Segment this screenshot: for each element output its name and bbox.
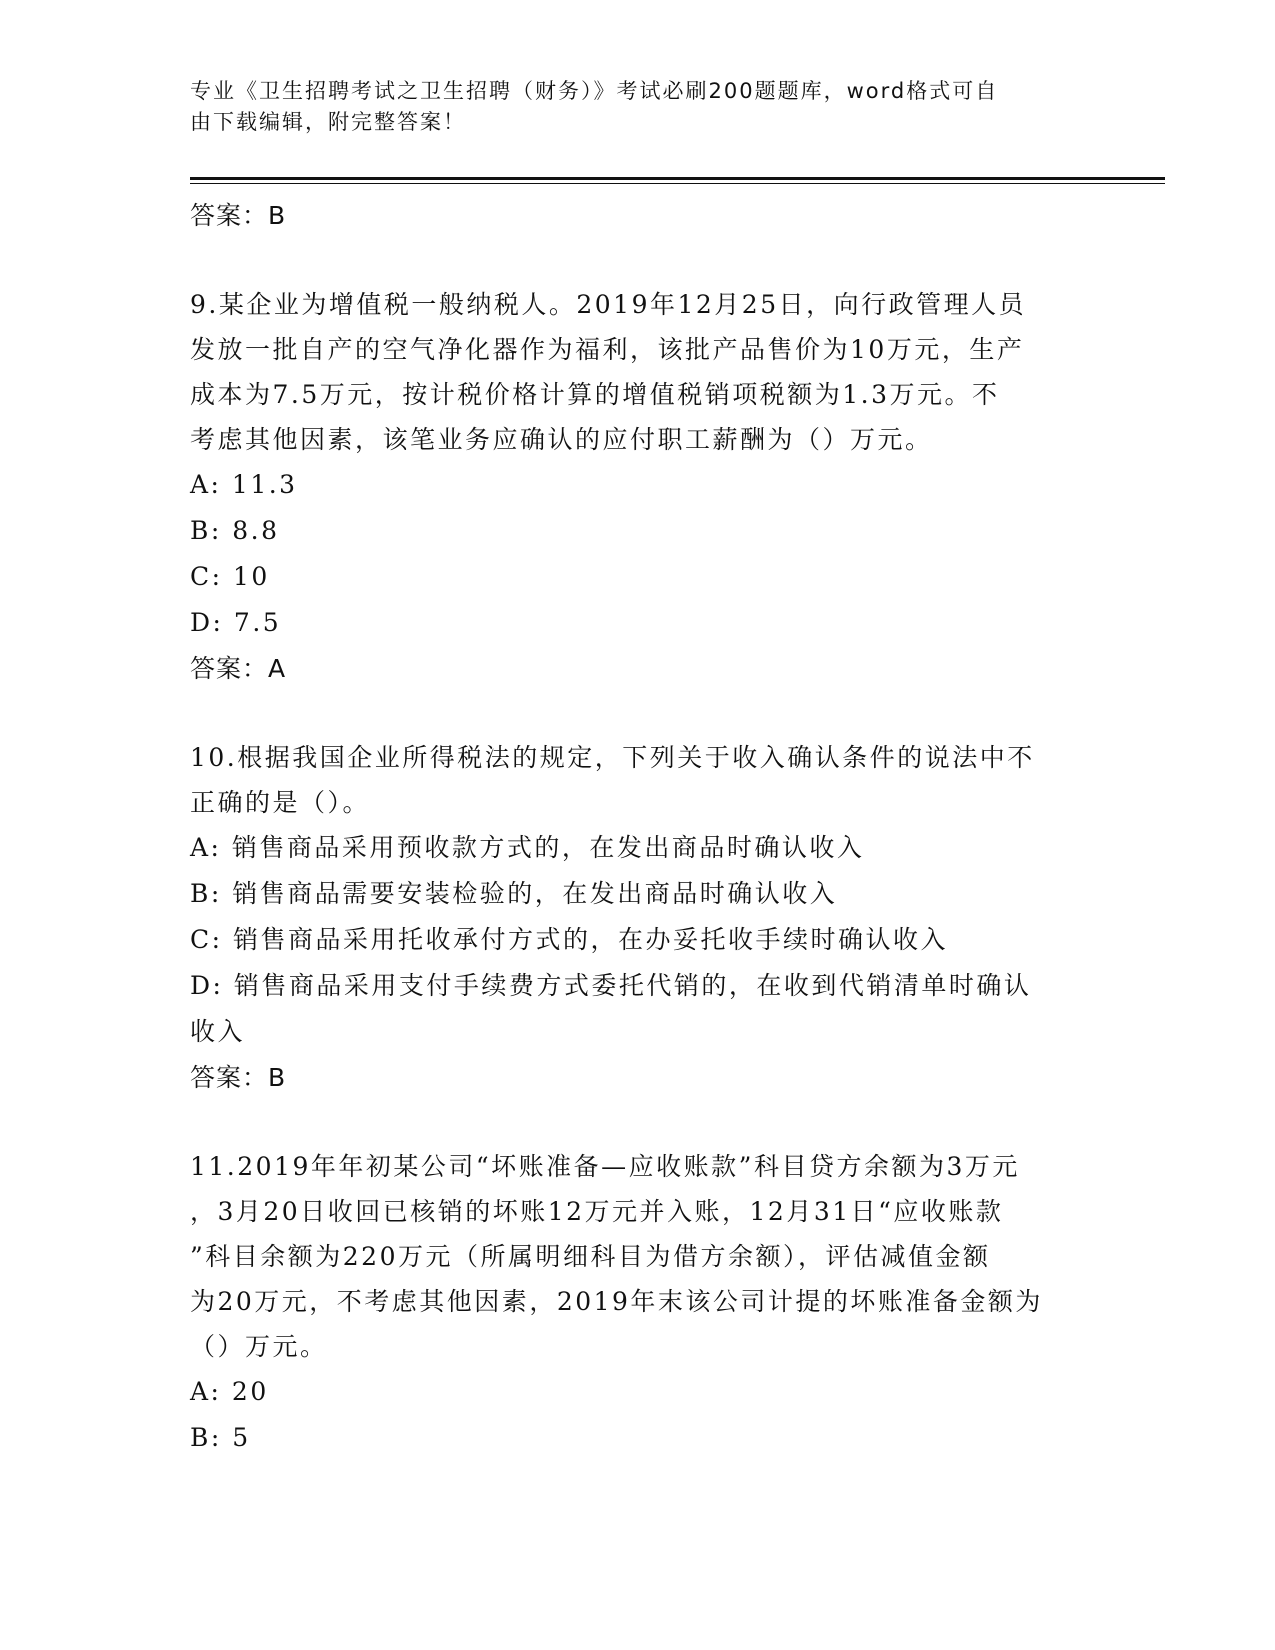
question-9	[190, 282, 1090, 691]
question-stem-line: 9.某企业为增值税一般纳税人。2019年12月25日，向行政管理人员	[190, 290, 1027, 319]
option-a: A: 20	[190, 1377, 269, 1406]
option-d: D: 销售商品采用支付手续费方式委托代销的，在收到代销清单时确认	[190, 971, 1032, 1000]
question-stem-line: 11.2019年年初某公司“坏账准备—应收账款”科目贷方余额为3万元	[190, 1152, 1020, 1181]
question-10	[190, 735, 1090, 1100]
document-content	[190, 193, 1090, 1461]
question-stem-line: ”科目余额为220万元（所属明细科目为借方余额），评估减值金额	[190, 1242, 991, 1271]
option-c: C: 销售商品采用托收承付方式的，在办妥托收手续时确认收入	[190, 925, 949, 954]
question-stem-line: ，3月20日收回已核销的坏账12万元并入账，12月31日“应收账款	[190, 1197, 1004, 1226]
option-b: B: 5	[190, 1423, 251, 1452]
option-a: A: 销售商品采用预收款方式的，在发出商品时确认收入	[190, 833, 865, 862]
question-stem-line: 成本为7.5万元，按计税价格计算的增值税销项税额为1.3万元。不	[190, 380, 1000, 409]
document-header	[190, 76, 1090, 138]
header-line-1: 专业《卫生招聘考试之卫生招聘（财务）》考试必刷200题题库，word格式可自	[190, 79, 999, 103]
previous-answer: 答案：B	[190, 201, 287, 230]
question-stem-line: 正确的是（）。	[190, 788, 371, 817]
question-11	[190, 1144, 1090, 1461]
question-stem-line: 10.根据我国企业所得税法的规定，下列关于收入确认条件的说法中不	[190, 743, 1035, 772]
option-b: B: 8.8	[190, 516, 280, 545]
header-line-2: 由下载编辑，附完整答案！	[190, 110, 466, 134]
question-answer: 答案：A	[190, 654, 287, 683]
header-rule-thin	[190, 183, 1165, 184]
option-b: B: 销售商品需要安装检验的，在发出商品时确认收入	[190, 879, 838, 908]
option-c: C: 10	[190, 562, 270, 591]
question-answer: 答案：B	[190, 1063, 287, 1092]
header-rule-thick	[190, 177, 1165, 180]
question-stem-line: 发放一批自产的空气净化器作为福利，该批产品售价为10万元，生产	[190, 335, 1025, 364]
option-d: D: 7.5	[190, 608, 282, 637]
option-d-continued: 收入	[190, 1017, 246, 1046]
option-a: A: 11.3	[190, 470, 298, 499]
question-stem-line: （）万元。	[190, 1332, 328, 1361]
question-stem-line: 考虑其他因素，该笔业务应确认的应付职工薪酬为（）万元。	[190, 425, 933, 454]
question-stem-line: 为20万元，不考虑其他因素，2019年末该公司计提的坏账准备金额为	[190, 1287, 1043, 1316]
